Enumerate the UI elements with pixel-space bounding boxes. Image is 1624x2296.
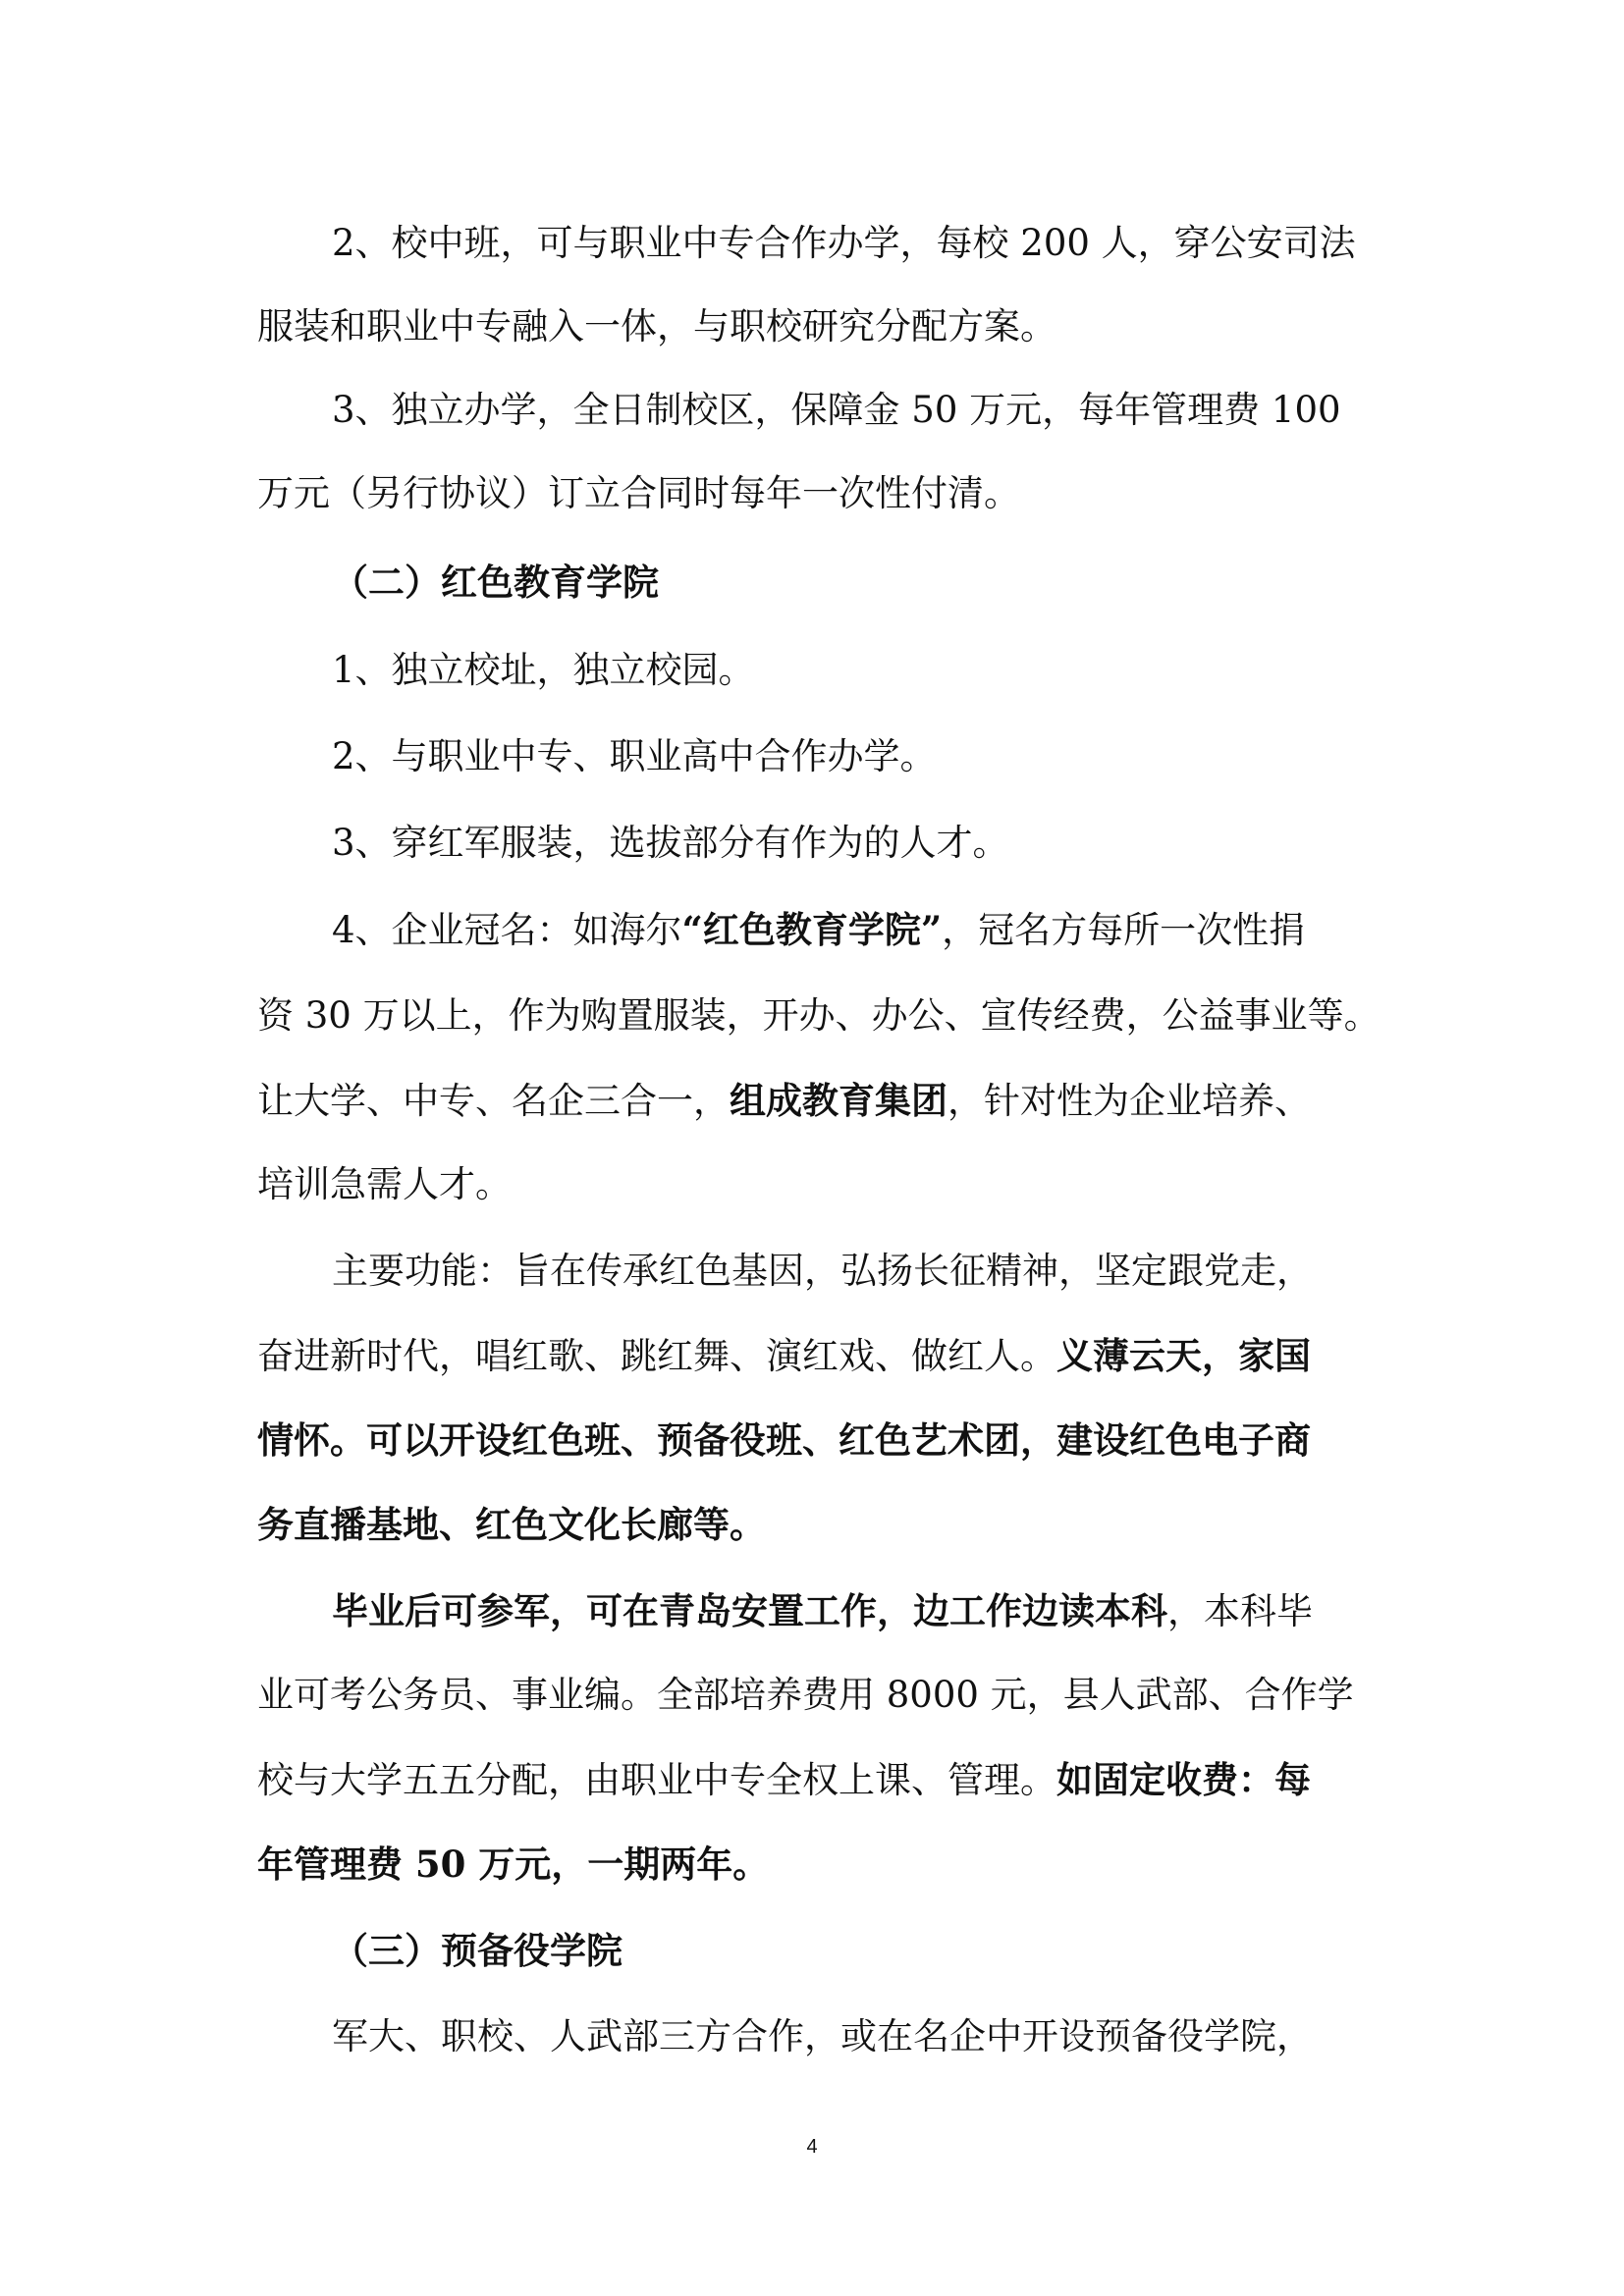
text-segment: 校与大学五五分配，由职业中专全权上课、管理。 xyxy=(257,1759,1056,1801)
section-heading: （二）红色教育学院 xyxy=(332,561,659,604)
text-segment: ，冠名方每所一次性捐 xyxy=(942,909,1306,951)
paragraph-line: 3、独立办学，全日制校区，保障金 50 万元，每年管理费 100 xyxy=(332,389,1341,431)
text-segment: 让大学、中专、名企三合一， xyxy=(257,1080,730,1122)
text-segment: ，针对性为企业培养、 xyxy=(947,1080,1311,1122)
paragraph-line xyxy=(257,1078,1386,1124)
paragraph-line: 2、校中班，可与职业中专合作办学，每校 200 人，穿公安司法 xyxy=(332,222,1356,264)
text-segment: 奋进新时代，唱红歌、跳红舞、演红戏、做红人。 xyxy=(257,1335,1056,1377)
page-number: 4 xyxy=(806,2136,818,2158)
bold-text-segment: 如固定收费：每 xyxy=(1056,1758,1311,1801)
paragraph-line: 资 30 万以上，作为购置服装，开办、办公、宣传经费，公益事业等。 xyxy=(257,994,1380,1037)
paragraph-line: 务直播基地、红色文化长廊等。 xyxy=(257,1503,766,1546)
paragraph-line: 服装和职业中专融入一体，与职校研究分配方案。 xyxy=(257,305,1056,347)
paragraph-line: 情怀。可以开设红色班、预备役班、红色艺术团，建设红色电子商 xyxy=(257,1418,1311,1462)
paragraph-line xyxy=(257,1333,1386,1379)
text-segment: ，本科毕 xyxy=(1167,1590,1313,1632)
paragraph-line: 3、穿红军服装，选拔部分有作为的人才。 xyxy=(332,822,1009,864)
paragraph-line: 培训急需人才。 xyxy=(257,1163,512,1205)
bold-text-segment: 组成教育集团 xyxy=(730,1079,947,1122)
paragraph-line xyxy=(332,1588,1461,1634)
paragraph-line: 年管理费 50 万元，一期两年。 xyxy=(257,1842,770,1886)
paragraph-line xyxy=(257,1757,1386,1803)
bold-text-segment: “红色教育学院” xyxy=(681,908,943,951)
bold-text-segment: 义薄云天，家国 xyxy=(1056,1334,1311,1377)
text-segment: 4、企业冠名：如海尔 xyxy=(332,909,682,951)
bold-text-segment: 毕业后可参军，可在青岛安置工作，边工作边读本科 xyxy=(332,1589,1167,1632)
paragraph-line xyxy=(332,907,1461,953)
paragraph-line: 业可考公务员、事业编。全部培养费用 8000 元，县人武部、合作学 xyxy=(257,1674,1354,1716)
paragraph-line: 军大、职校、人武部三方合作，或在名企中开设预备役学院， xyxy=(332,2015,1313,2057)
section-heading: （三）预备役学院 xyxy=(332,1929,623,1972)
paragraph-line: 2、与职业中专、职业高中合作办学。 xyxy=(332,735,937,777)
paragraph-line: 万元（另行协议）订立合同时每年一次性付清。 xyxy=(257,472,1020,514)
paragraph-line: 主要功能：旨在传承红色基因，弘扬长征精神，坚定跟党走， xyxy=(332,1250,1313,1292)
paragraph-line: 1、独立校址，独立校园。 xyxy=(332,649,755,691)
